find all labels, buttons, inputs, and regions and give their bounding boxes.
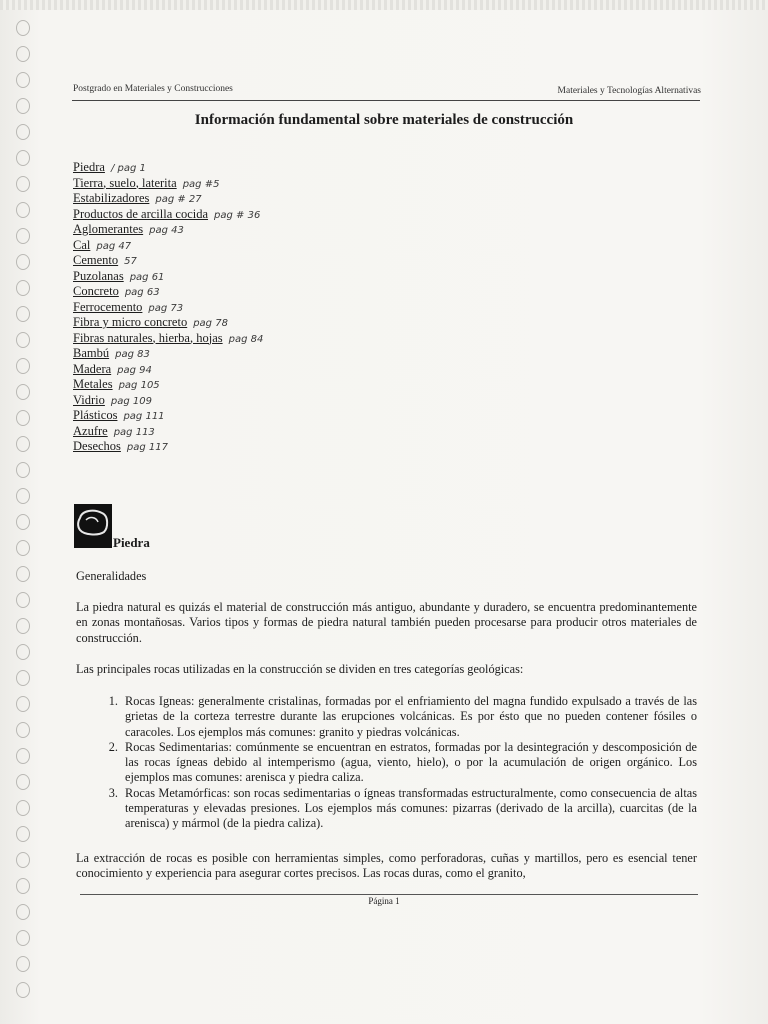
toc-handwritten-page-note: 57	[124, 256, 137, 267]
toc-handwritten-page-note: pag 63	[124, 287, 160, 298]
list-item-text: Rocas Metamórficas: son rocas sedimentarias o ígneas transformadas estructuralmente, como consecuencia de altas temperaturas y elevadas presiones. Los ejemplos más comunes: pizarras (derivado de la arcilla), cuarcitas (de la arenisca) y mármol (de la piedra caliza).	[125, 785, 697, 831]
toc-item	[73, 253, 373, 269]
toc-item	[73, 284, 373, 300]
toc-item	[73, 393, 373, 409]
paragraph-extraction: La extracción de rocas es posible con herramientas simples, como perforadoras, cuñas y martillos, pero es esencial tener conocimiento y experiencia para asegurar cortes precisos. Las rocas duras, como el granito,	[76, 851, 697, 881]
toc-item-label: Vidrio	[73, 392, 105, 407]
section-heading: Piedra	[113, 535, 150, 550]
toc-item-label: Piedra	[73, 160, 105, 174]
toc-item-label: Fibras naturales, hierba, hojas	[73, 330, 223, 345]
toc-item	[73, 315, 373, 331]
toc-item-label: Puzolanas	[73, 268, 124, 283]
toc-handwritten-page-note: pag # 27	[155, 194, 202, 205]
toc-item	[73, 424, 373, 440]
paragraph-intro: La piedra natural es quizás el material de construcción más antiguo, abundante y duradero, se encuentra predominantemente en zonas montañosas. Varios tipos y formas de piedra natural también pueden procesarse para producir otros materiales de construcción.	[76, 600, 697, 645]
header-rule	[72, 100, 700, 101]
toc-item	[73, 222, 373, 238]
toc-item	[73, 160, 373, 176]
toc-item-label: Ferrocemento	[73, 299, 143, 314]
toc-item	[73, 191, 373, 207]
toc-item-label: Madera	[73, 361, 112, 376]
toc-item	[73, 377, 373, 393]
toc-handwritten-page-note: pag 113	[113, 426, 155, 438]
list-item-number: 1.	[108, 694, 118, 708]
toc-handwritten-page-note: pag 94	[117, 364, 152, 376]
toc-handwritten-page-note: pag 73	[148, 302, 184, 314]
toc-handwritten-page-note: / pag 1	[110, 163, 146, 174]
toc-item-label: Azufre	[73, 423, 108, 438]
list-item-text: Rocas Igneas: generalmente cristalinas, formadas por el enfriamiento del magna fundido expulsado a través de las grietas de la corteza terrestre durante las erupciones volcánicas. Es por ésto que no pueden contener fósiles o caracoles. Los ejemplos más comunes: granito y piedras volcánicas.	[125, 694, 697, 739]
toc-handwritten-page-note: pag 84	[228, 333, 264, 345]
toc-item-label: Aglomerantes	[73, 222, 144, 236]
toc-item-label: Plásticos	[73, 408, 118, 422]
toc-item	[73, 439, 373, 455]
paragraph-categories: Las principales rocas utilizadas en la construcción se dividen en tres categorías geológicas:	[76, 662, 524, 676]
toc-handwritten-page-note: pag 61	[129, 271, 165, 283]
toc-handwritten-page-note: pag 117	[126, 442, 168, 453]
toc-handwritten-page-note: pag 43	[149, 225, 184, 236]
toc-handwritten-page-note: pag 47	[96, 240, 132, 252]
toc-item-label: Productos de arcilla cocida	[73, 206, 209, 221]
toc-item-label: Desechos	[73, 439, 121, 453]
toc-item	[73, 207, 373, 223]
toc-item-label: Bambú	[73, 346, 110, 360]
rock-category-list	[96, 694, 697, 832]
header-left-text: Postgrado en Materiales y Construcciones	[73, 84, 233, 94]
toc-item-label: Estabilizadores	[73, 191, 150, 205]
toc-handwritten-page-note: pag 83	[115, 349, 150, 360]
list-item	[96, 740, 697, 786]
toc-item-label: Concreto	[73, 284, 119, 298]
toc-handwritten-page-note: pag #5	[182, 178, 220, 190]
toc-handwritten-page-note: pag 109	[110, 395, 152, 407]
toc-item-label: Cal	[73, 237, 91, 252]
toc-item	[73, 176, 373, 192]
toc-handwritten-page-note: pag 105	[118, 380, 160, 391]
list-item-number: 2.	[108, 739, 118, 754]
scan-top-edge	[0, 0, 768, 10]
toc-item-label: Fibra y micro concreto	[73, 315, 188, 329]
list-item-number: 3.	[108, 785, 118, 800]
document-title: Información fundamental sobre materiales de construcción	[194, 112, 574, 128]
binder-holes	[10, 20, 36, 1020]
list-item-text: Rocas Sedimentarias: comúnmente se encuentran en estratos, formadas por la desintegración y descomposición de las rocas ígneas debido al intemperismo (agua, viento, hielo), o por la acumulación de origen orgánico. Los ejemplos mas comunes: arenisca y piedra caliza.	[125, 739, 697, 785]
toc-item-label: Tierra, suelo, laterita	[73, 175, 177, 190]
toc-item	[73, 269, 373, 285]
toc-item	[73, 238, 373, 254]
toc-handwritten-page-note: pag # 36	[214, 209, 261, 221]
toc-handwritten-page-note: pag 78	[193, 318, 228, 329]
list-item	[96, 694, 697, 740]
toc-item-label: Metales	[73, 377, 113, 391]
running-header	[73, 84, 701, 100]
toc-item	[73, 300, 373, 316]
section-stone-icon	[74, 504, 112, 548]
page-number: Página 1	[368, 896, 400, 906]
footer-rule	[80, 894, 698, 895]
table-of-contents	[73, 160, 373, 455]
list-item	[96, 786, 697, 832]
header-right-text: Materiales y Tecnologías Alternativas	[557, 86, 701, 96]
toc-item-label: Cemento	[73, 253, 119, 267]
toc-item	[73, 346, 373, 362]
toc-item	[73, 331, 373, 347]
toc-item	[73, 408, 373, 424]
section-subheading: Generalidades	[76, 569, 147, 583]
toc-handwritten-page-note: pag 111	[123, 411, 165, 422]
toc-item	[73, 362, 373, 378]
